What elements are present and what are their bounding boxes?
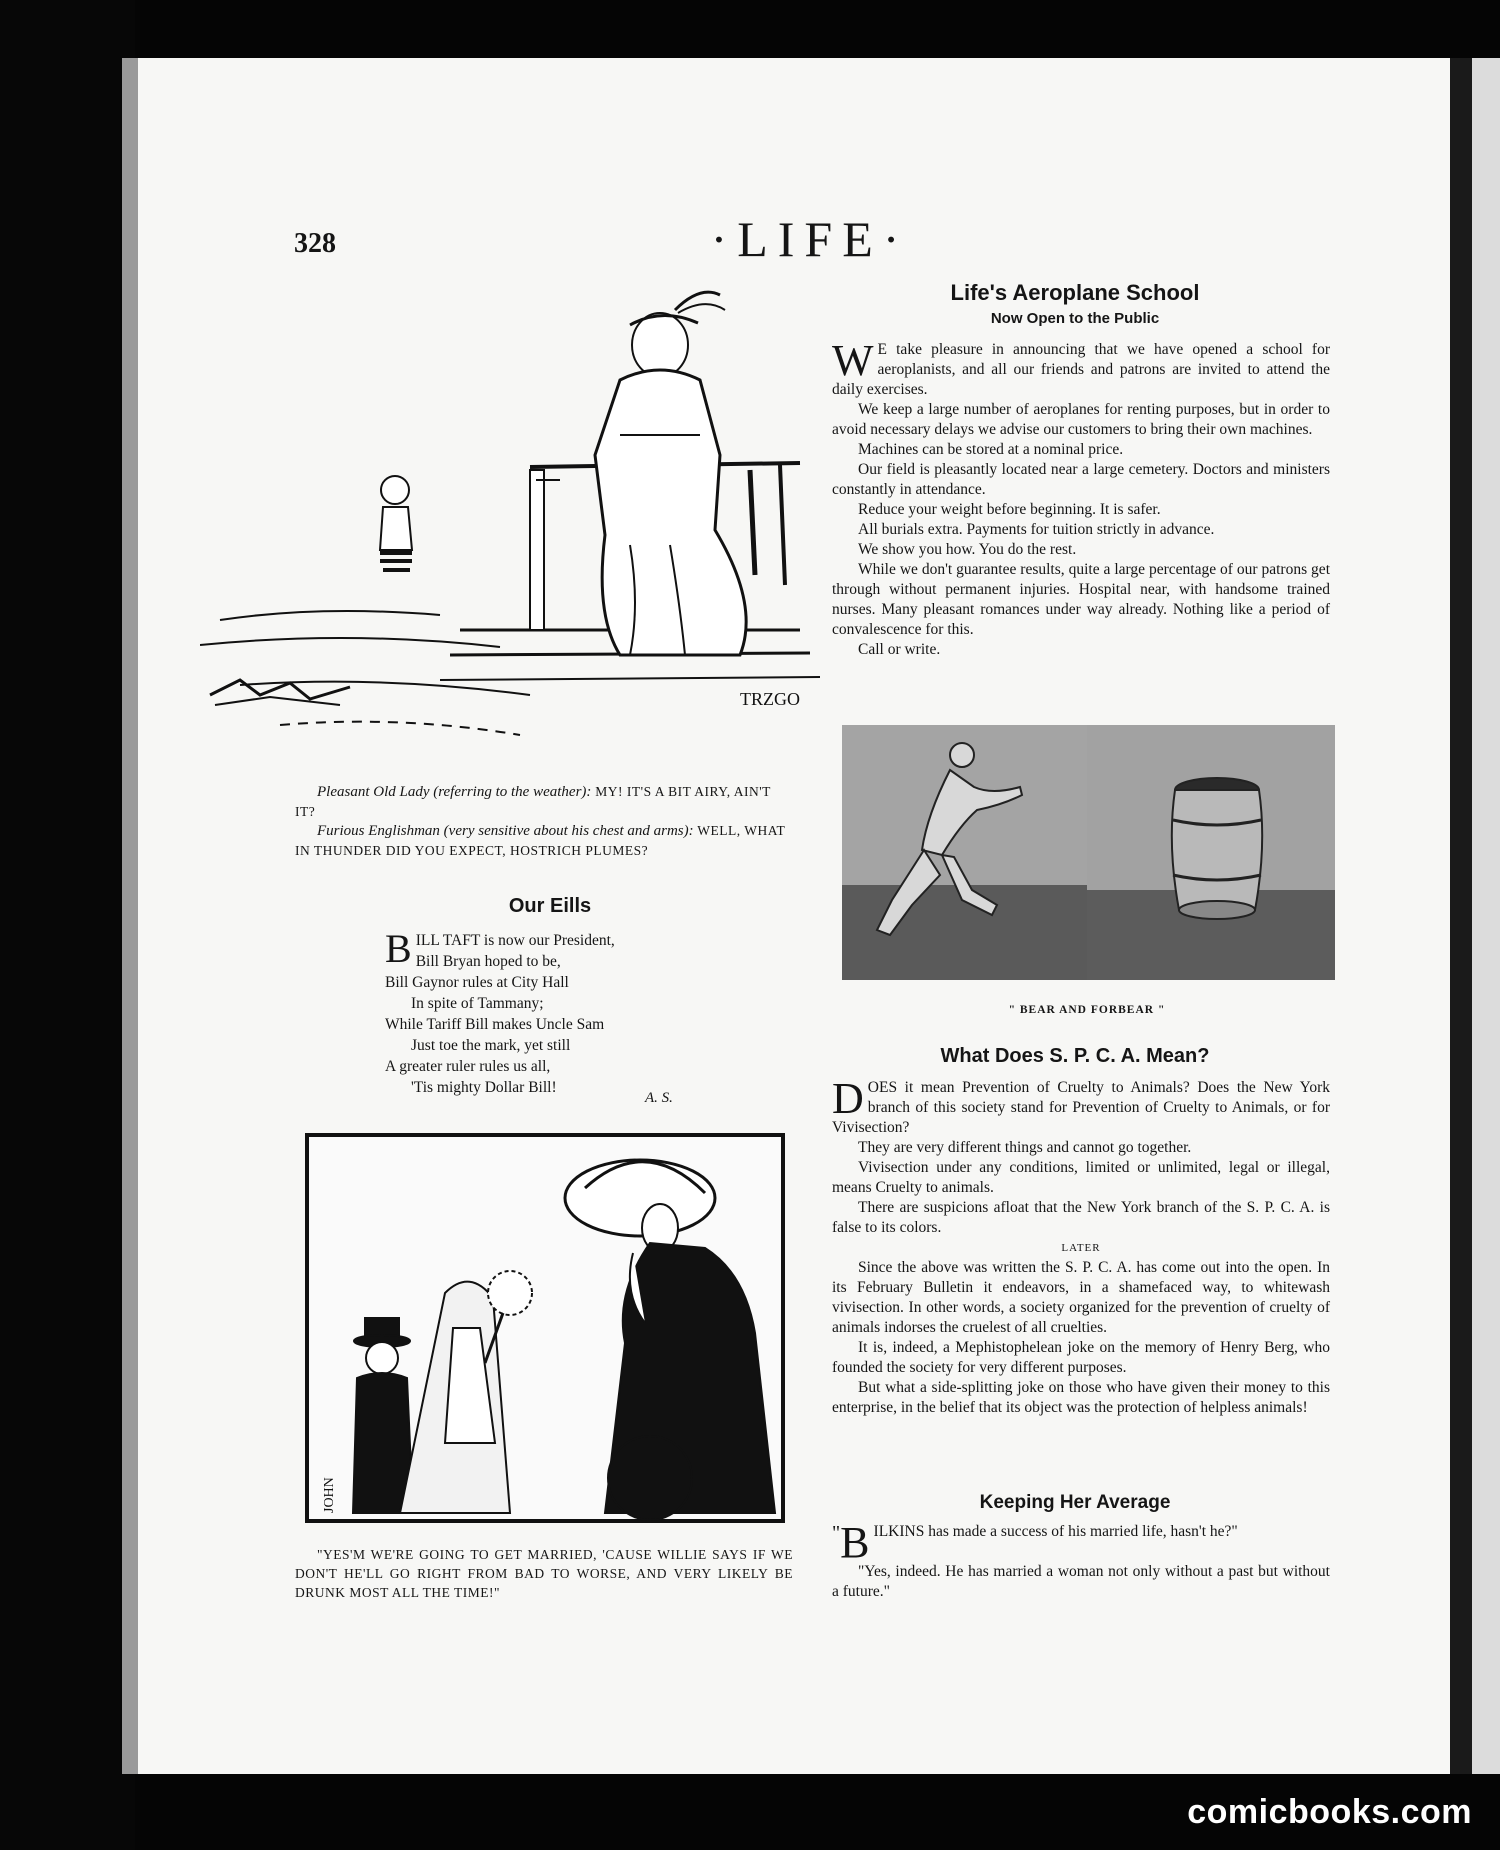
poem-line-6: Just toe the mark, yet still [411, 1037, 571, 1054]
average-dropcap: B [840, 1518, 870, 1567]
average-body [832, 1518, 1330, 1602]
spca-later-heading: LATER [1061, 1242, 1101, 1254]
spca-p7: But what a side-splitting joke on those who have given their money to this enterprise, in the belief that its object was the protection of helpless animals! [832, 1379, 1330, 1416]
aeroplane-p8: While we don't guarantee results, quite a large percentage of our patrons get through without permanent injuries. Hospital near, with handsome trained nurses. Many pleasant romances under way already. Nothing like a period of convalescence for this. [832, 561, 1330, 638]
masthead-title: ·LIFE· [710, 211, 910, 267]
average-p1: ILKINS has made a success of his married life, hasn't he?" [873, 1523, 1238, 1540]
aeroplane-p4: Our field is pleasantly located near a large cemetery. Doctors and ministers constantly in attendance. [832, 461, 1330, 498]
poem-line-3: Bill Gaynor rules at City Hall [385, 974, 569, 991]
aeroplane-p6: All burials extra. Payments for tuition strictly in advance. [858, 521, 1215, 538]
caption2-speaker: Furious Englishman (very sensitive about his chest and arms): [317, 823, 694, 839]
poem-line-5: While Tariff Bill makes Uncle Sam [385, 1016, 605, 1033]
page-number: 328 [294, 228, 336, 259]
book-spine [122, 58, 138, 1774]
bear-caption: " BEAR AND FORBEAR " [1008, 1004, 1166, 1016]
caption1-speaker: Pleasant Old Lady (referring to the weather): [317, 784, 592, 800]
cartoon2-caption: "YES'M WE'RE GOING TO GET MARRIED, 'CAUSE WILLIE SAYS IF WE DON'T HE'LL GO RIGHT FROM BAD TO WORSE, AND VERY LIKELY BE DRUNK MOST ALL THE TIME!" [295, 1547, 793, 1600]
poem-line-7: A greater ruler rules us all, [385, 1058, 551, 1075]
spca-p6: It is, indeed, a Mephistophelean joke on the memory of Henry Berg, who founded the society for very different purposes. [832, 1339, 1330, 1376]
aeroplane-dropcap: W [832, 336, 874, 385]
next-page-edge [1472, 58, 1500, 1774]
spca-dropcap: D [832, 1074, 864, 1123]
aeroplane-p3: Machines can be stored at a nominal price. [858, 441, 1124, 458]
aeroplane-p7: We show you how. You do the rest. [858, 541, 1077, 558]
spca-p4: There are suspicions afloat that the New York branch of the S. P. C. A. is false to its colors. [832, 1199, 1330, 1236]
cartoon-old-lady-illustration [200, 285, 820, 765]
aeroplane-p5: Reduce your weight before beginning. It is safer. [858, 501, 1161, 518]
aeroplane-p9: Call or write. [858, 641, 941, 658]
bear-panel-right-illustration [1087, 725, 1335, 980]
average-quote-open: " [832, 1522, 841, 1544]
spca-p3: Vivisection under any conditions, limited or unlimited, legal or illegal, means Cruelty to animals. [832, 1159, 1330, 1196]
caption2-speech: WELL, WHAT IN THUNDER DID YOU EXPECT, HOSTRICH PLUMES? [295, 823, 785, 858]
spca-body [832, 1074, 1330, 1418]
scan-margin-left [0, 0, 135, 1850]
aeroplane-title: Life's Aeroplane School [950, 280, 1200, 305]
aeroplane-subtitle: Now Open to the Public [990, 310, 1160, 327]
aeroplane-p1: E take pleasure in announcing that we have opened a school for aeroplanists, and all our friends and patrons are invited to attend the daily exercises. [832, 341, 1330, 398]
average-p2: "Yes, indeed. He has married a woman not only without a past but without a future." [832, 1563, 1330, 1600]
page-gutter-right [1450, 58, 1472, 1774]
poem-line-1: ILL TAFT is now our President, [415, 932, 615, 949]
poem-line-2: Bill Bryan hoped to be, [415, 953, 561, 970]
cartoon-children-wedding-illustration [305, 1133, 785, 1523]
poem-line-4: In spite of Tammany; [411, 995, 544, 1012]
cartoon1-caption [295, 782, 793, 860]
spca-title: What Does S. P. C. A. Mean? [940, 1045, 1210, 1067]
bear-panel-left-illustration [842, 725, 1087, 980]
spca-p1: OES it mean Prevention of Cruelty to Animals? Does the New York branch of this society stand for Prevention of Cruelty to Animals, or for Vivisection? [832, 1079, 1330, 1136]
average-title: Keeping Her Average [979, 1492, 1171, 1513]
cartoon1-signature: TRZGO [740, 689, 800, 709]
spca-p5: Since the above was written the S. P. C. A. has come out into the open. In its February Bulletin it endeavors, in a shamefaced way, to whitewash vivisection. In other words, a society organized for the prevention of cruelty of animals indorses the cruelest of all cruelties. [832, 1259, 1330, 1336]
poem-title: Our Eills [508, 895, 592, 917]
cartoon2-signature: JOHN [322, 1477, 337, 1513]
watermark-logo: comicbooks.com [1187, 1793, 1472, 1831]
poem-body [385, 926, 705, 1098]
caption1-speech: MY! IT'S A BIT AIRY, AIN'T IT? [295, 784, 771, 819]
poem-line-8: 'Tis mighty Dollar Bill! [411, 1079, 557, 1096]
poem-signature: A. S. [645, 1090, 673, 1106]
poem-dropcap: B [385, 926, 412, 971]
aeroplane-body [832, 336, 1330, 660]
aeroplane-p2: We keep a large number of aeroplanes for renting purposes, but in order to avoid necessary delays we advise our customers to bring their own machines. [832, 401, 1330, 438]
spca-p2: They are very different things and cannot go together. [858, 1139, 1192, 1156]
